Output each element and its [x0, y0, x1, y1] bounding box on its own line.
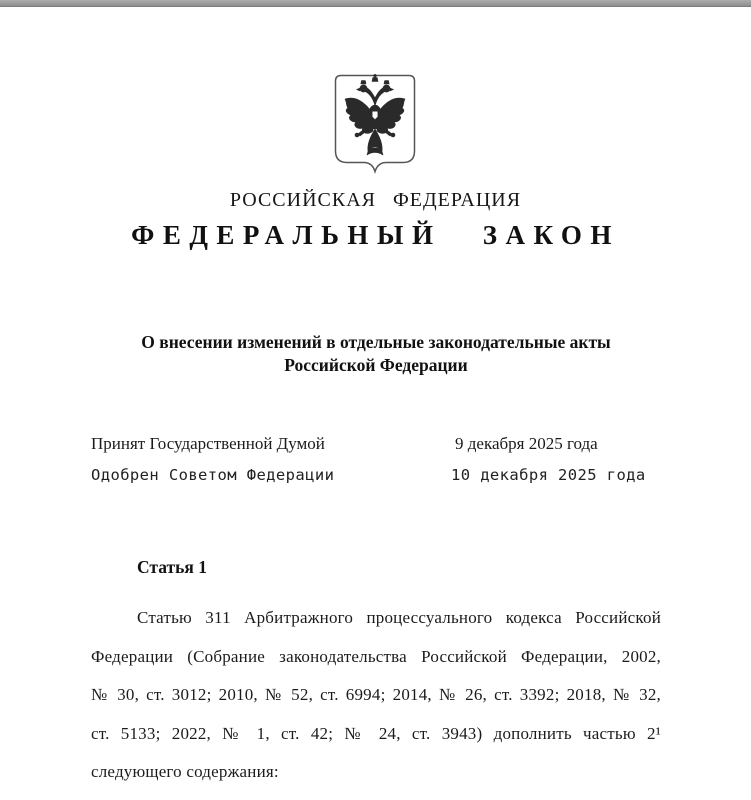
law-text-line: следующего содержания:: [91, 762, 279, 782]
double-headed-eagle-icon: [334, 74, 416, 174]
adoption-row-federation-council: [91, 466, 661, 490]
coat-of-arms: [334, 74, 416, 174]
law-text-line: ст. 5133; 2022, № 1, ст. 42; № 24, ст. 3943) дополнить частью 2¹: [91, 723, 661, 743]
law-title: [91, 331, 661, 376]
scan-edge-bar: [0, 0, 751, 7]
passed-by-duma-label: Принят Государственной Думой: [91, 434, 325, 453]
law-text-line: Статью 311 Арбитражного процессуального кодекса Российской: [137, 608, 661, 627]
passed-by-duma-date: 9 декабря 2025 года: [455, 434, 598, 453]
approved-by-council-label: Одобрен Советом Федерации: [91, 466, 335, 484]
law-text-line: Федерации (Собрание законодательства Российской Федерации, 2002,: [91, 646, 661, 666]
approved-by-council-date: 10 декабря 2025 года: [451, 466, 646, 484]
law-title-line: О внесении изменений в отдельные законодательные акты: [141, 332, 611, 352]
law-text-line: № 30, ст. 3012; 2010, № 52, ст. 6994; 2014, № 26, ст. 3392; 2018, № 32,: [91, 685, 661, 705]
adoption-row-duma: [91, 434, 661, 458]
article-1-heading: Статья 1: [137, 557, 207, 577]
country-heading: РОССИЙСКАЯ ФЕДЕРАЦИЯ: [229, 189, 522, 211]
article-1-body: [91, 599, 661, 792]
document-type-heading: ФЕДЕРАЛЬНЫЙ ЗАКОН: [131, 220, 620, 250]
law-title-line: Российской Федерации: [284, 354, 468, 375]
